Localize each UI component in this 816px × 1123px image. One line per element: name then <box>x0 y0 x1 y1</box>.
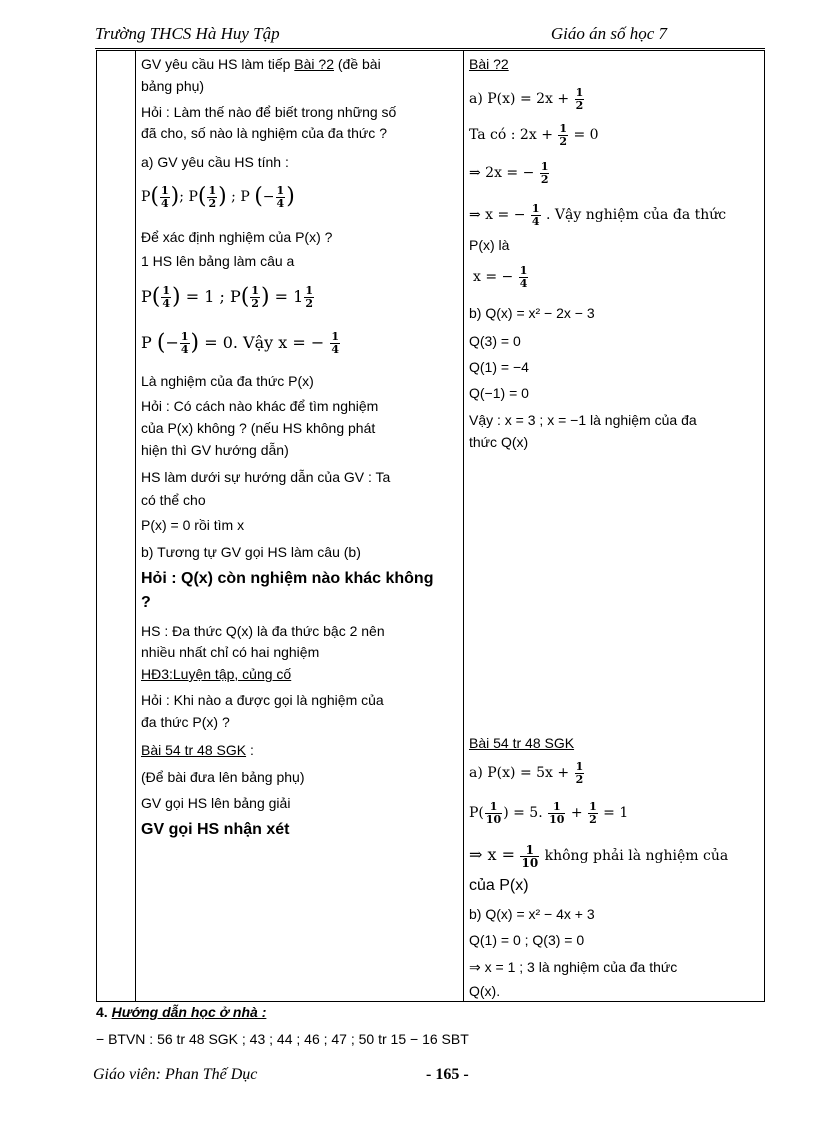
lesson-title: Giáo án số học 7 <box>550 24 667 43</box>
evaluation-result-line: P( $\frac{1}{4}$ ) = 1 ; P( $\frac{1}{2}$ ) = 1 $\frac{1}{2}$ <box>141 283 313 310</box>
right-line: của P(x) <box>469 877 529 894</box>
right-line: Q(x). <box>469 983 501 999</box>
left-line: Để xác định nghiệm của P(x) ? <box>141 229 333 245</box>
left-line: Hỏi : Khi nào a được gọi là nghiệm của <box>141 692 384 708</box>
left-line: (Để bài đưa lên bảng phụ) <box>141 769 305 785</box>
root-conclusion-line: P (− $\frac{1}{4}$ ) = 0. Vậy x = − $\frac{1}{4}$ <box>141 330 340 356</box>
column-divider-right <box>463 51 464 1001</box>
right-line: Vậy : x = 3 ; x = −1 là nghiệm của đa <box>469 412 697 428</box>
left-line: a) GV yêu cầu HS tính : <box>141 154 289 170</box>
right-line: ⇒ x = 1 ; 3 là nghiệm của đa thức <box>469 959 678 975</box>
right-line: thức Q(x) <box>469 434 529 450</box>
left-line: đa thức P(x) ? <box>141 714 230 730</box>
left-line: HS làm dưới sự hướng dẫn của GV : Ta <box>141 469 391 485</box>
right-line: Ta có : 2x + $\frac{1}{2}$ = 0 <box>469 121 599 148</box>
left-question: Hỏi : Q(x) còn nghiệm nào khác không <box>141 570 434 587</box>
left-line: GV gọi HS nhận xét <box>141 821 290 838</box>
left-line: b) Tương tự GV gọi HS làm câu (b) <box>141 544 361 560</box>
right-line: ⇒ x = − $\frac{1}{4}$ . Vậy nghiệm của đa thức <box>469 201 727 228</box>
left-line: của P(x) không ? (nếu HS không phát <box>141 420 376 436</box>
left-line: Là nghiệm của đa thức P(x) <box>141 373 314 389</box>
right-line: a) P(x) = 5x + $\frac{1}{2}$ <box>469 759 584 786</box>
right-line: ⇒ 2x = − $\frac{1}{2}$ <box>469 159 549 186</box>
left-line: nhiều nhất chỉ có hai nghiệm <box>141 644 320 660</box>
evaluate-expressions: P( $\frac{1}{4}$ ); P( $\frac{1}{2}$ ) ; P (− $\frac{1}{4}$ ) <box>141 183 295 210</box>
left-line: đã cho, số nào là nghiệm của đa thức ? <box>141 125 387 141</box>
left-line: GV gọi HS lên bảng giải <box>141 795 291 811</box>
right-line: Q(1) = 0 ; Q(3) = 0 <box>469 932 585 948</box>
activity-heading: HĐ3:Luyện tập, củng cố <box>141 666 292 682</box>
right-line: x = − $\frac{1}{4}$ <box>473 263 528 290</box>
left-line: ? <box>141 594 151 611</box>
left-line: P(x) = 0 rồi tìm x <box>141 517 245 533</box>
right-line: P( $\frac{1}{10}$ ) = 5. $\frac{1}{10}$ + $\frac{1}{2}$ = 1 <box>469 799 629 826</box>
lesson-table <box>96 50 765 1002</box>
right-line: P(x) là <box>469 237 510 253</box>
left-line: hiện thì GV hướng dẫn) <box>141 442 289 458</box>
right-line: Q(−1) = 0 <box>469 385 529 401</box>
left-line: Hỏi : Làm thế nào để biết trong những số <box>141 104 397 120</box>
left-line: HS : Đa thức Q(x) là đa thức bậc 2 nên <box>141 623 385 639</box>
exercise-label: Bài ?2 <box>469 56 509 72</box>
page-header <box>95 24 695 50</box>
homework-heading: 4. Hướng dẫn học ở nhà : <box>96 1004 267 1020</box>
exercise-label: Bài 54 tr 48 SGK <box>469 735 575 751</box>
left-line: bảng phụ) <box>141 78 205 94</box>
right-line: b) Q(x) = x² − 2x − 3 <box>469 305 595 321</box>
page-number: - 165 - <box>426 1066 469 1083</box>
school-name: Trường THCS Hà Huy Tập <box>95 24 280 43</box>
exercise-heading: Bài 54 tr 48 SGK : <box>141 742 254 758</box>
left-line: 1 HS lên bảng làm câu a <box>141 253 295 269</box>
left-line: có thể cho <box>141 492 206 508</box>
right-line: a) P(x) = 2x + $\frac{1}{2}$ <box>469 85 584 112</box>
right-line: Q(1) = −4 <box>469 359 529 375</box>
left-line: GV yêu cầu HS làm tiếp Bài ?2 (đề bài <box>141 56 381 72</box>
header-rule <box>95 48 765 49</box>
right-line: b) Q(x) = x² − 4x + 3 <box>469 906 595 922</box>
homework-assignment: − BTVN : 56 tr 48 SGK ; 43 ; 44 ; 46 ; 47 ; 50 tr 15 − 16 SBT <box>96 1031 469 1047</box>
left-line: Hỏi : Có cách nào khác để tìm nghiệm <box>141 398 379 414</box>
column-divider-left <box>135 51 136 1001</box>
right-line: Q(3) = 0 <box>469 333 521 349</box>
right-line: ⇒ x = $\frac{1}{10}$ không phải là nghiệm của <box>469 842 729 870</box>
teacher-signature: Giáo viên: Phan Thế Dục <box>93 1066 258 1083</box>
